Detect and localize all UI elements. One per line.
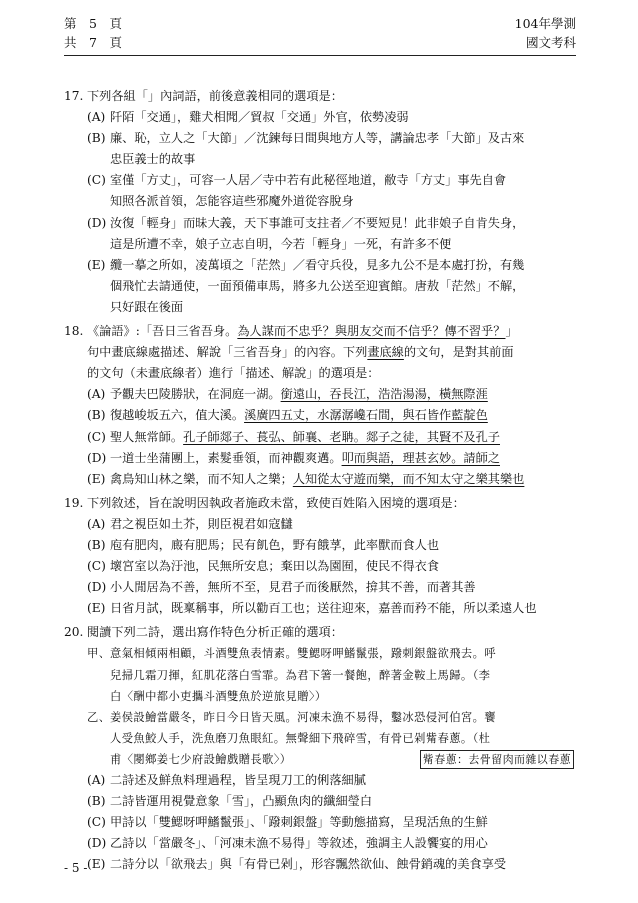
question-stem-line bbox=[87, 342, 574, 363]
question-number: 19. bbox=[64, 495, 84, 510]
poem-line: 人受魚鮫人手，洗魚磨刀魚眼紅。無聲細下飛碎雪，有骨已剁觜春蔥。（杜 bbox=[110, 731, 491, 745]
option-label: (B) bbox=[87, 131, 106, 146]
option-text: 壞宮室以為汙池，民無所安息；棄田以為園囿，使民不得衣食 bbox=[110, 559, 440, 574]
poem-line: 白〈酬中都小吏攜斗酒雙魚於逆旅見贈〉） bbox=[110, 689, 327, 703]
option-b bbox=[64, 535, 574, 556]
poem-label: 乙、 bbox=[87, 710, 111, 724]
option-line: 知照各派首領，怎能容這些邪魔外道從容脫身 bbox=[110, 194, 354, 209]
option-a bbox=[64, 770, 574, 791]
subject-name: 國文考科 bbox=[525, 35, 576, 50]
page-total: 共 7 頁 bbox=[64, 35, 122, 50]
stem-text: 《論語》:「吾日三省吾身。 bbox=[87, 324, 238, 339]
option-label: (D) bbox=[87, 580, 107, 595]
option-label: (E) bbox=[87, 857, 106, 872]
option-a bbox=[64, 514, 574, 535]
question-number: 20. bbox=[64, 625, 84, 640]
poem-jia bbox=[64, 643, 574, 706]
option-c bbox=[64, 427, 574, 448]
question-number: 18. bbox=[64, 324, 84, 339]
option-underlined-text: 溪廣四五丈，水潺潺巉石間，與石皆作藍靛色 bbox=[244, 408, 488, 423]
option-label: (D) bbox=[87, 215, 107, 230]
option-a bbox=[64, 107, 574, 128]
option-text: 二詩皆運用視覺意象「雪」，凸顯魚肉的纖細瑩白 bbox=[110, 794, 373, 809]
option-label: (D) bbox=[87, 450, 107, 465]
annotation-box: 觜春蔥：去骨留肉而雜以春蔥 bbox=[420, 750, 574, 769]
option-e bbox=[64, 469, 574, 490]
option-b bbox=[64, 128, 574, 170]
option-label: (C) bbox=[87, 429, 106, 444]
option-label: (A) bbox=[87, 516, 106, 531]
option-d bbox=[64, 577, 574, 598]
option-label: (E) bbox=[87, 601, 106, 616]
poem-label: 甲、 bbox=[87, 647, 111, 661]
option-text: 庖有肥肉，廄有肥馬；民有飢色，野有餓莩，此率獸而食人也 bbox=[110, 537, 440, 552]
question-18 bbox=[64, 321, 574, 490]
stem-text: 的文句，是對其前面 bbox=[403, 345, 514, 360]
option-line: 廉、恥，立人之「大節」／沈鍊每日間與地方人等，講論忠孝「大節」及古來 bbox=[110, 131, 525, 146]
option-text: 二詩述及鮮魚料理過程，皆呈現刀工的俐落細膩 bbox=[110, 773, 366, 787]
option-underlined-text: 銜遠山，吞長江，浩浩湯湯，橫無際涯 bbox=[280, 387, 488, 402]
option-e bbox=[64, 255, 574, 318]
question-stem: 閱讀下列二詩，選出寫作特色分析正確的選項： bbox=[87, 625, 343, 640]
header-rule bbox=[64, 55, 576, 56]
option-label: (E) bbox=[87, 471, 106, 486]
option-text: 小人閒居為不善，無所不至，見君子而後厭然，揜其不善，而著其善 bbox=[110, 580, 476, 595]
option-line: 室僅「方丈」，可容一人居／寺中若有此秘徑地道，敝寺「方丈」事先自會 bbox=[110, 173, 507, 188]
option-label: (A) bbox=[87, 773, 106, 787]
poem-line bbox=[110, 749, 574, 770]
questions bbox=[64, 86, 574, 875]
option-c bbox=[64, 170, 574, 212]
option-c bbox=[64, 556, 574, 577]
poem-line: 意氣相傾兩相顧，斗酒雙魚表情素。雙鰓呀呷鰭鬣張，蹳刺銀盤欲飛去。呼 bbox=[110, 647, 497, 661]
option-b bbox=[64, 405, 574, 426]
question-stem-line: 的文句（未畫底線者）進行「描述、解說」的選項是： bbox=[87, 366, 380, 381]
poem-line: 兒掃几霜刀揮，紅肌花落白雪霏。為君下箸一餐飽，醉著金鞍上馬歸。（李 bbox=[110, 668, 491, 682]
page-footer: - 5 - bbox=[64, 861, 88, 875]
option-label: (C) bbox=[87, 815, 106, 830]
option-underlined-text: 叩而與語，理甚玄妙。請師之 bbox=[341, 450, 500, 465]
option-label: (A) bbox=[87, 110, 106, 125]
question-20 bbox=[64, 622, 574, 875]
stem-text: 」 bbox=[505, 324, 518, 339]
option-text: 聖人無常師。 bbox=[110, 429, 184, 444]
stem-text: 句中畫底線處描述、解說「三省吾身」的內容。下列 bbox=[87, 345, 368, 360]
question-stem: 下列各組「」內詞語，前後意義相同的選項是： bbox=[87, 89, 343, 103]
option-d bbox=[64, 213, 574, 255]
option-text: 乙詩以「當嚴冬」、「河凍未漁不易得」等敘述，強調主人設饗宴的用心 bbox=[110, 836, 488, 851]
stem-underlined-text: 畫底線 bbox=[367, 345, 404, 360]
option-line: 個飛忙去請通使，一面預備車馬，將多九公送至迎賓館。唐敖「茫然」不解， bbox=[110, 278, 525, 293]
option-label: (A) bbox=[87, 387, 106, 402]
option-b bbox=[64, 791, 574, 812]
question-stem: 下列敘述，旨在說明因執政者施政未當，致使百姓陷入困境的選項是： bbox=[87, 495, 465, 510]
option-e bbox=[64, 854, 574, 875]
header-left bbox=[64, 14, 122, 52]
option-label: (B) bbox=[87, 408, 106, 423]
question-19 bbox=[64, 493, 574, 620]
option-line: 阡陌「交通」，雞犬相聞／貿叔「交通」外官，依勢凌弱 bbox=[110, 110, 409, 125]
option-e bbox=[64, 598, 574, 619]
option-label: (B) bbox=[87, 537, 106, 552]
option-text: 復越峻坂五六，值大溪。 bbox=[110, 408, 245, 423]
page-number: 第 5 頁 bbox=[64, 16, 122, 31]
option-underlined-text: 孔子師郯子、萇弘、師襄、老聃。郯子之徒，其賢不及孔子 bbox=[183, 429, 500, 444]
option-line: 纜一摹之所如，凌萬頃之「茫然」／看守兵役，見多九公不是本處打扮，有幾 bbox=[110, 257, 525, 272]
stem-underlined-text: 為人謀而不忠乎？與朋友交而不信乎？傳不習乎？ bbox=[237, 324, 506, 339]
option-label: (E) bbox=[87, 257, 106, 272]
option-c bbox=[64, 812, 574, 833]
option-line: 這是所遭不幸，娘子立志自明，今若「輕身」一死，有許多不便 bbox=[110, 236, 452, 251]
option-label: (C) bbox=[87, 559, 106, 574]
option-line: 忠臣義士的故事 bbox=[110, 152, 196, 167]
option-line: 汝復「輕身」而昧大義，天下事誰可支拄者／不要短見！此非娘子自肯失身， bbox=[110, 215, 525, 230]
option-label: (D) bbox=[87, 836, 107, 851]
option-text: 日省月試，既稟稱事，所以勸百工也；送往迎來，嘉善而矜不能，所以柔遠人也 bbox=[110, 601, 537, 616]
option-d bbox=[64, 448, 574, 469]
header-right bbox=[515, 14, 576, 52]
option-label: (C) bbox=[87, 173, 106, 188]
option-text: 二詩分以「欲飛去」與「有骨已剁」，形容飄然欲仙、蝕骨銷魂的美食享受 bbox=[110, 857, 507, 872]
option-underlined-text: 人知從太守遊而樂，而不知太守之樂其樂也 bbox=[292, 471, 525, 486]
option-text: 一道士坐蒲團上，素髮垂領，而神觀爽邁。 bbox=[110, 450, 342, 465]
exam-name: 104年學測 bbox=[514, 16, 576, 31]
option-line: 只好跟在後面 bbox=[110, 299, 184, 314]
option-text: 禽鳥知山林之樂，而不知人之樂； bbox=[110, 471, 293, 486]
option-text: 予觀夫巴陵勝狀，在洞庭一湖。 bbox=[110, 387, 281, 402]
option-a bbox=[64, 384, 574, 405]
question-stem-line bbox=[87, 321, 574, 342]
option-text: 君之視臣如土芥，則臣視君如寇讎 bbox=[110, 516, 293, 531]
option-text: 甲詩以「雙鰓呀呷鰭鬣張」、「蹳刺銀盤」等動態描寫，呈現活魚的生鮮 bbox=[110, 815, 488, 830]
option-label: (B) bbox=[87, 794, 106, 809]
poem-line: 姜侯設鱠當嚴冬，昨日今日皆天風。河凍未漁不易得，鑿冰恐侵河伯宮。饔 bbox=[110, 710, 497, 724]
question-number: 17. bbox=[64, 89, 84, 103]
poem-line-text: 甫〈閿鄉姜七少府設鱠戲贈長歌〉） bbox=[110, 752, 292, 766]
question-17 bbox=[64, 86, 574, 318]
poem-yi bbox=[64, 707, 574, 770]
option-d bbox=[64, 833, 574, 854]
